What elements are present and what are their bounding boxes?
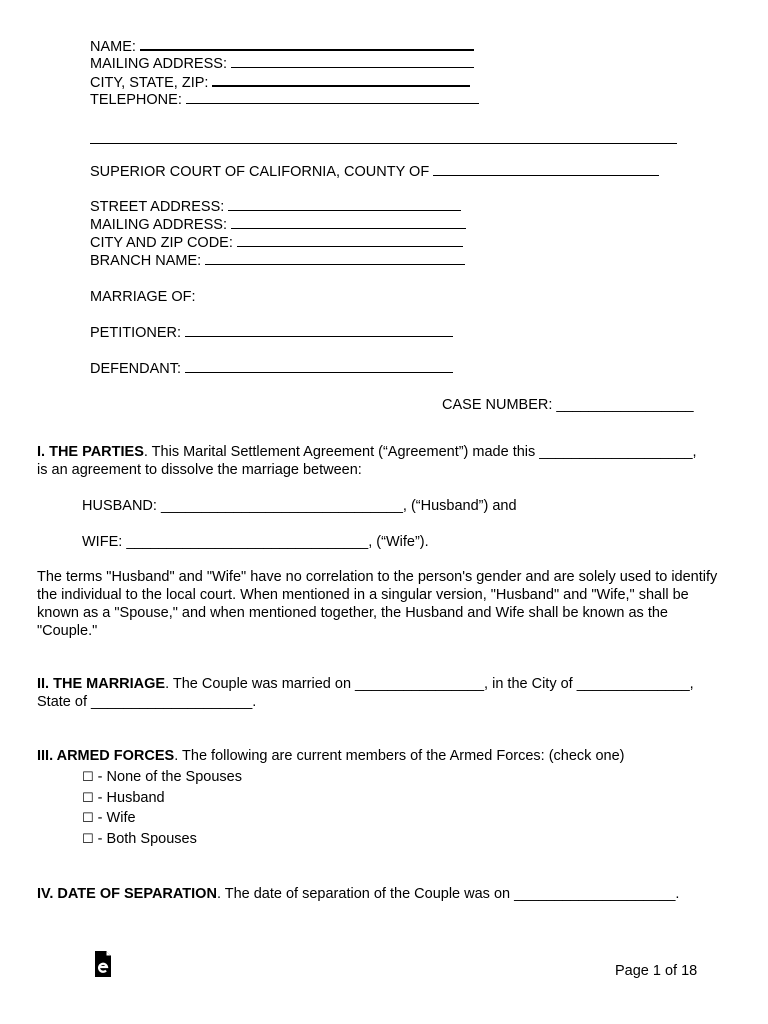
city-line: [90, 73, 470, 92]
armed-option-none[interactable]: [82, 768, 242, 787]
street-field[interactable]: [228, 198, 461, 211]
court-title: SUPERIOR COURT OF CALIFORNIA, COUNTY OF: [90, 164, 430, 180]
city-label: CITY, STATE, ZIP:: [90, 75, 209, 91]
marriage-of: MARRIAGE OF:: [90, 289, 196, 305]
wife-label: WIFE:: [82, 534, 123, 550]
separation-text: . The date of separation of the Couple was on ____________________.: [216, 886, 680, 902]
page-number: Page 1 of 18: [615, 963, 698, 979]
armed-forces-text: . The following are current members of the Armed Forces: (check one): [174, 748, 625, 764]
court-city-field[interactable]: [237, 234, 463, 247]
parties-text-2: is an agreement to dissolve the marriage between:: [37, 462, 362, 478]
husband-label: HUSBAND:: [82, 498, 157, 514]
document-logo-icon: [93, 950, 113, 978]
marriage-heading: II. THE MARRIAGE: [37, 676, 166, 692]
marriage-text-2: State of ____________________.: [37, 694, 257, 710]
branch-line: [90, 252, 465, 270]
case-number-line: [442, 396, 694, 414]
mailing-label: MAILING ADDRESS:: [90, 56, 227, 72]
name-field[interactable]: [140, 37, 474, 51]
wife-suffix: , (“Wife”).: [368, 534, 429, 550]
checkbox-icon[interactable]: ☐: [82, 770, 94, 785]
petitioner-line: [90, 324, 453, 342]
armed-option-husband[interactable]: [82, 789, 165, 808]
checkbox-icon[interactable]: ☐: [82, 791, 94, 806]
terms-paragraph: The terms "Husband" and "Wife" have no correlation to the person's gender and are solely used to identify the individual to the local court. When mentioned in a singular version, "Husband" and "Wife," shall be known as a "Spouse," and when mentioned together, the Husband and Wife shall be known as the "Couple.": [37, 569, 718, 639]
checkbox-icon[interactable]: ☐: [82, 832, 94, 847]
petitioner-label: PETITIONER:: [90, 325, 182, 341]
parties-heading: I. THE PARTIES: [37, 444, 144, 460]
separation-heading: IV. DATE OF SEPARATION: [37, 886, 217, 902]
street-line: [90, 198, 461, 216]
phone-label: TELEPHONE:: [90, 92, 182, 108]
name-label: NAME:: [90, 39, 136, 55]
mailing-field[interactable]: [231, 55, 474, 68]
armed-option-both[interactable]: [82, 830, 197, 849]
city-field[interactable]: [212, 73, 470, 87]
court-mailing-field[interactable]: [231, 216, 466, 229]
wife-line: [82, 533, 429, 551]
branch-field[interactable]: [205, 252, 465, 265]
court-city-label: CITY AND ZIP CODE:: [90, 235, 233, 251]
armed-forces-heading: III. ARMED FORCES: [37, 748, 175, 764]
petitioner-field[interactable]: [185, 324, 453, 337]
case-number-label: CASE NUMBER:: [442, 397, 553, 413]
armed-option-wife[interactable]: [82, 809, 136, 828]
phone-line: [90, 91, 479, 109]
county-field[interactable]: [433, 163, 659, 176]
court-title-line: [90, 163, 659, 181]
defendant-line: [90, 360, 453, 378]
name-line: [90, 37, 474, 56]
case-number-field[interactable]: _________________: [556, 397, 694, 413]
marriage-line-1: [37, 675, 694, 693]
option-label: - Husband: [93, 790, 165, 806]
husband-field[interactable]: ______________________________: [160, 498, 403, 514]
option-label: - Wife: [93, 810, 136, 826]
parties-text-1: . This Marital Settlement Agreement (“Agreement”) made this ___________________,: [143, 444, 697, 460]
street-label: STREET ADDRESS:: [90, 199, 225, 215]
court-city-line: [90, 234, 463, 252]
husband-suffix: , (“Husband”) and: [402, 498, 517, 514]
option-label: - Both Spouses: [93, 831, 197, 847]
separator-rule: [90, 143, 677, 144]
husband-line: [82, 497, 517, 515]
armed-forces-line: [37, 747, 624, 765]
defendant-field[interactable]: [185, 360, 453, 373]
phone-field[interactable]: [186, 91, 479, 104]
parties-line-1: [37, 443, 697, 461]
wife-field[interactable]: ______________________________: [126, 534, 369, 550]
mailing-line: [90, 55, 474, 73]
separation-line: [37, 885, 679, 903]
option-label: - None of the Spouses: [93, 769, 242, 785]
marriage-text-1: . The Couple was married on ________________, in the City of ______________,: [165, 676, 694, 692]
checkbox-icon[interactable]: ☐: [82, 811, 94, 826]
branch-label: BRANCH NAME:: [90, 253, 202, 269]
court-mailing-line: [90, 216, 466, 234]
defendant-label: DEFENDANT:: [90, 361, 182, 377]
court-mailing-label: MAILING ADDRESS:: [90, 217, 227, 233]
